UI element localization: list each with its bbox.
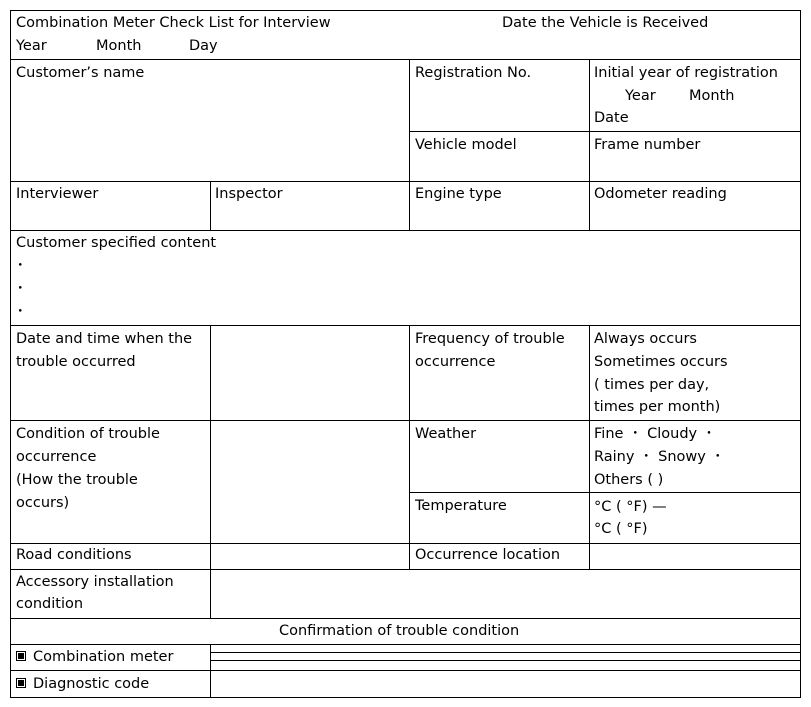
temperature-label: Temperature [415,498,507,514]
temperature-value: °C ( °F) [594,521,648,537]
customer-name-label: Customer’s name [16,65,145,81]
interviewer-label: Interviewer [16,186,99,202]
divider [10,181,801,182]
divider [10,569,801,570]
divider [10,644,801,645]
frequency-option: ( times per day, [594,377,710,393]
confirmation-item-label: Diagnostic code [33,676,150,692]
meter-notes-line [210,652,801,653]
day-label: Day [189,38,218,54]
checkbox-combination-meter[interactable] [16,651,26,661]
frequency-option: times per month) [594,399,721,415]
border-top [10,10,801,11]
divider [10,670,801,671]
weather-option: Rainy ・ Snowy ・ [594,449,725,465]
frequency-option: Sometimes occurs [594,354,728,370]
weather-option: Others ( ) [594,472,664,488]
odometer-label: Odometer reading [594,186,727,202]
condition-label: Condition of trouble [16,426,160,442]
initial-year-month: Month [689,88,735,104]
frequency-label: occurrence [415,354,496,370]
border-left [10,10,11,698]
engine-type-label: Engine type [415,186,502,202]
initial-year-date: Date [594,110,629,126]
vehicle-model-label: Vehicle model [415,137,517,153]
condition-label: occurs) [16,495,70,511]
registration-no-label: Registration No. [415,65,532,81]
border-bottom [10,697,801,698]
divider [409,131,801,132]
confirmation-item-label: Combination meter [33,649,174,665]
month-label: Month [96,38,142,54]
condition-label: (How the trouble [16,472,138,488]
bullet: ・ [13,281,28,297]
meter-notes-line [210,660,801,661]
column-divider [210,181,211,231]
bullet: ・ [13,304,28,320]
bullet: ・ [13,258,28,274]
divider [409,492,801,493]
frequency-option: Always occurs [594,331,697,347]
confirmation-title: Confirmation of trouble condition [279,623,520,639]
divider [10,59,801,60]
column-divider [210,644,211,698]
date-received-label: Date the Vehicle is Received [502,15,709,31]
divider [10,230,801,231]
road-conditions-label: Road conditions [16,547,132,563]
initial-year-label: Initial year of registration [594,65,778,81]
border-right [800,10,801,698]
initial-year-year: Year [625,88,656,104]
condition-label: occurrence [16,449,97,465]
divider [10,618,801,619]
year-label: Year [16,38,47,54]
frame-number-label: Frame number [594,137,701,153]
column-divider [409,325,410,570]
datetime-label: Date and time when the [16,331,193,347]
weather-option: Fine ・ Cloudy ・ [594,426,717,442]
weather-label: Weather [415,426,477,442]
specified-content-label: Customer specified content [16,235,217,251]
form-title: Combination Meter Check List for Interview [16,15,331,31]
frequency-label: Frequency of trouble [415,331,565,347]
column-divider [409,59,410,231]
accessory-label: condition [16,596,84,612]
accessory-label: Accessory installation [16,574,174,590]
divider [10,325,801,326]
checkbox-diagnostic-code[interactable] [16,678,26,688]
column-divider [589,325,590,570]
occurrence-location-label: Occurrence location [415,547,561,563]
column-divider [210,325,211,619]
inspector-label: Inspector [215,186,283,202]
divider [10,420,801,421]
temperature-value: °C ( °F) — [594,499,667,515]
datetime-label: trouble occurred [16,354,136,370]
column-divider [589,59,590,231]
